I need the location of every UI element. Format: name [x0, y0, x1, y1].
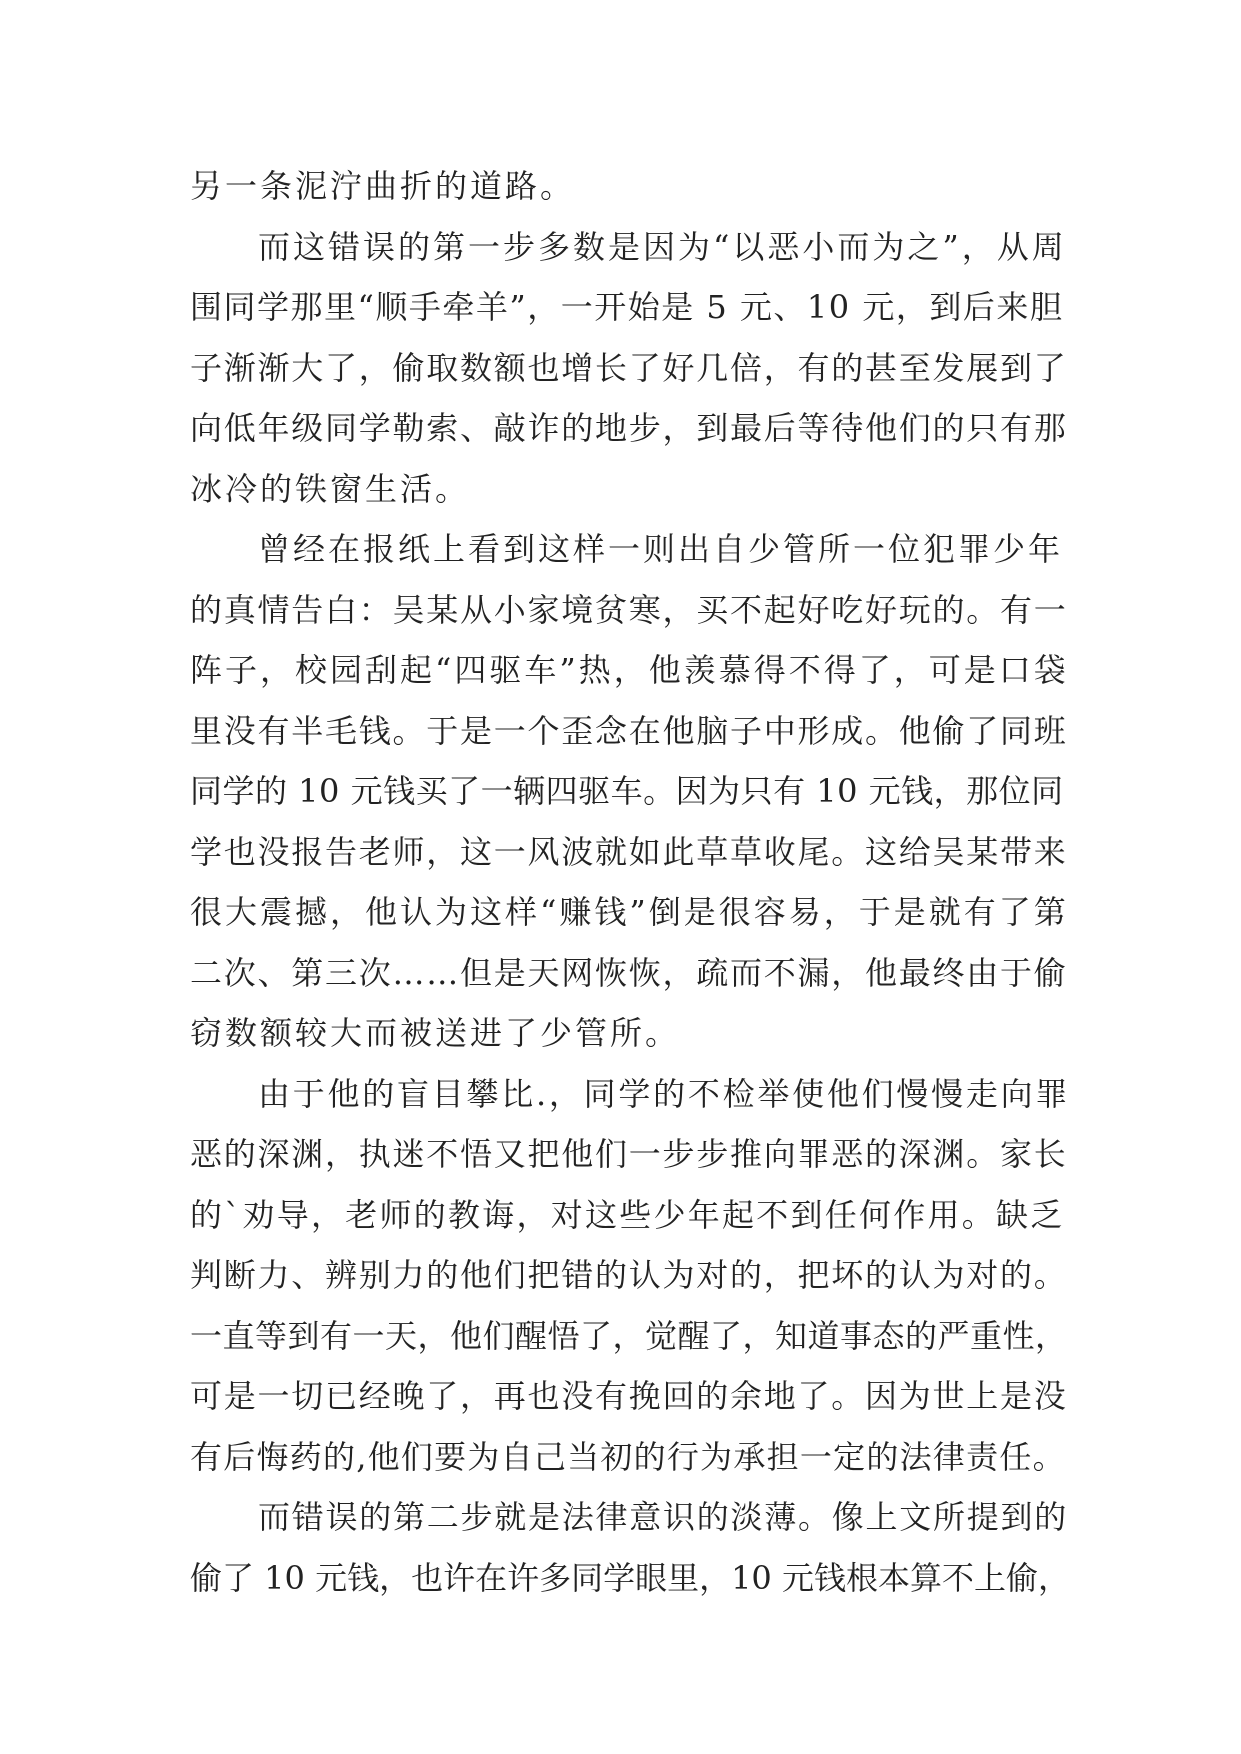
- text-line: 有后悔药的,他们要为自己当初的行为承担一定的法律责任。: [190, 1437, 1066, 1476]
- text-line: 的`劝导，老师的教诲，对这些少年起不到任何作用。缺乏: [190, 1195, 1065, 1234]
- text-line: 向低年级同学勒索、敲诈的地步，到最后等待他们的只有那: [190, 409, 1068, 447]
- text-line: 判断力、辨别力的他们把错的认为对的，把坏的认为对的。: [190, 1256, 1068, 1294]
- text-line: 里没有半毛钱。于是一个歪念在他脑子中形成。他偷了同班: [190, 711, 1068, 750]
- text-line: 围同学那里“顺手牵羊”，一开始是 5 元、10 元，到后来胆: [190, 288, 1064, 326]
- text-line: 而错误的第二步就是法律意识的淡薄。像上文所提到的: [258, 1498, 1069, 1536]
- text-line: 曾经在报纸上看到这样一则出自少管所一位犯罪少年: [258, 530, 1064, 568]
- text-line: 偷了 10 元钱，也许在许多同学眼里，10 元钱根本算不上偷，: [190, 1558, 1070, 1597]
- text-line: 子渐渐大了，偷取数额也增长了好几倍，有的甚至发展到了: [190, 348, 1068, 387]
- text-line: 二次、第三次……但是天网恢恢，疏而不漏，他最终由于偷: [190, 953, 1068, 992]
- text-line: 学也没报告老师，这一风波就如此草草收尾。这给吴某带来: [190, 832, 1068, 871]
- body-text: [190, 156, 1070, 1608]
- text-line: 由于他的盲目攀比.，同学的不检举使他们慢慢走向罪: [258, 1074, 1071, 1113]
- text-line: 而这错误的第一步多数是因为“以恶小而为之”，从周: [258, 227, 1067, 266]
- text-line: 窃数额较大而被送进了少管所。: [190, 1014, 681, 1052]
- text-line: 可是一切已经晚了，再也没有挽回的余地了。因为世上是没: [190, 1377, 1068, 1415]
- text-line: 很大震撼，他认为这样“赚钱”倒是很容易，于是就有了第: [190, 893, 1069, 931]
- text-line: 冰冷的铁窗生活。: [190, 469, 471, 508]
- text-line: 阵子，校园刮起“四驱车”热，他羡慕得不得了，可是口袋: [190, 651, 1069, 689]
- text-line: 的真情告白：吴某从小家境贫寒，买不起好吃好玩的。有一: [190, 590, 1068, 629]
- text-line: 一直等到有一天，他们醒悟了，觉醒了，知道事态的严重性，: [190, 1316, 1068, 1355]
- text-line: 恶的深渊，执迷不悟又把他们一步步推向罪恶的深渊。家长: [190, 1135, 1068, 1173]
- text-line: 同学的 10 元钱买了一辆四驱车。因为只有 10 元钱，那位同: [190, 772, 1064, 810]
- text-line: 另一条泥泞曲折的道路。: [190, 167, 576, 205]
